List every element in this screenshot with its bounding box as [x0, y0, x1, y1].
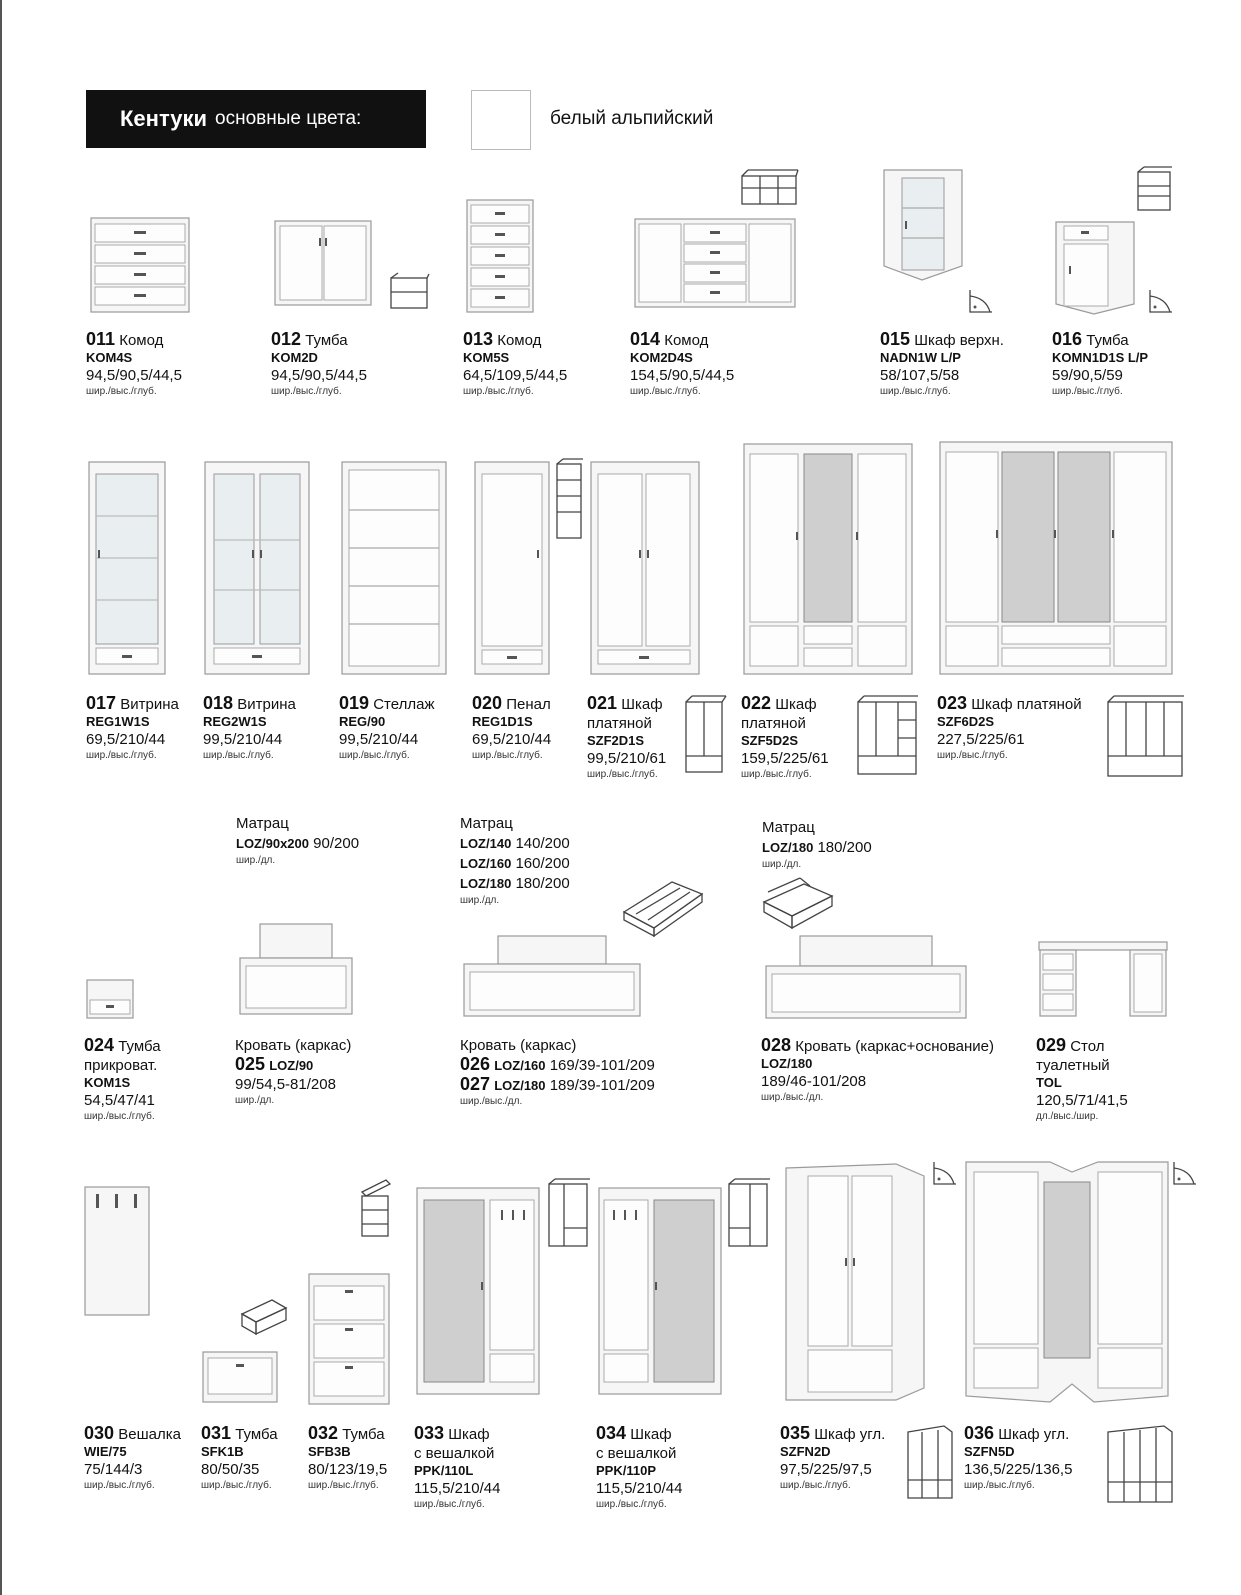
dresser-011-image [90, 216, 190, 316]
wardrobe-022-schematic [854, 694, 920, 778]
bed-frame-schematic-icon [620, 872, 706, 942]
product-016: 016 Тумба KOMN1D1S L/P 59/90,5/59 шир./выс./глуб. [1052, 329, 1149, 397]
product-028: 028 Кровать (каркас+основание) LOZ/180 189/46-101/208 шир./выс./дл. [761, 1035, 994, 1103]
corner-cabinet-016-schematic [1134, 166, 1174, 214]
corner-cabinet-016-image [1054, 218, 1138, 316]
corner-symbol-icon [932, 1160, 958, 1188]
product-018: 018 Витрина REG2W1S 99,5/210/44 шир./выс./глуб. [203, 693, 296, 761]
corner-wardrobe-036-image [964, 1158, 1172, 1408]
product-012: 012 Тумба KOM2D 94,5/90,5/44,5 шир./выс./глуб. [271, 329, 367, 397]
hall-cabinet-034-schematic [726, 1178, 772, 1250]
wardrobe-023-schematic [1104, 694, 1186, 780]
color-swatch-white [471, 90, 531, 150]
product-026-027: Кровать (каркас) 026 LOZ/160 169/39-101/209 027 LOZ/180 189/39-101/209 шир./выс./дл. [460, 1037, 655, 1107]
dressing-table-029-image [1038, 940, 1170, 1020]
shoe-cabinet-032-schematic [358, 1178, 394, 1240]
product-031: 031 Тумба SFK1B 80/50/35 шир./выс./глуб. [201, 1423, 278, 1491]
shoe-cabinet-031-schematic [238, 1296, 290, 1338]
shoe-cabinet-032-image [308, 1272, 392, 1408]
cabinet-012-schematic [390, 272, 430, 312]
bed-026-027-image [462, 934, 642, 1020]
corner-symbol-icon [968, 288, 994, 316]
bed-028-image [764, 934, 968, 1022]
wardrobe-023-image [938, 440, 1174, 678]
bed-lift-schematic-icon [760, 872, 836, 934]
product-035: 035 Шкаф угл. SZFN2D 97,5/225/97,5 шир./выс./глуб. [780, 1423, 886, 1491]
product-013: 013 Комод KOM5S 64,5/109,5/44,5 шир./выс./глуб. [463, 329, 568, 397]
shelving-019-image [341, 460, 449, 678]
page-left-border [0, 0, 2, 1595]
mattress-info-90: Матрац LOZ/90x200 90/200 шир./дл. [236, 815, 360, 866]
vitrine-017-image [88, 460, 168, 678]
hall-cabinet-033-schematic [546, 1178, 592, 1250]
colors-subtitle: основные цвета: [215, 108, 362, 129]
hall-cabinet-033-image [416, 1186, 542, 1398]
shoe-cabinet-031-image [202, 1350, 280, 1406]
product-029: 029 Стол туалетный TOL 120,5/71/41,5 дл./выс./шир. [1036, 1035, 1128, 1122]
product-036: 036 Шкаф угл. SZFN5D 136,5/225/136,5 шир./выс./глуб. [964, 1423, 1073, 1491]
corner-wardrobe-035-image [784, 1162, 928, 1406]
brand-title: Кентуки [120, 106, 208, 131]
tall-cabinet-020-image [474, 460, 552, 678]
wardrobe-021-schematic [682, 694, 728, 776]
hanger-030-image [84, 1186, 152, 1318]
tall-cabinet-020-schematic [554, 458, 586, 542]
product-015: 015 Шкаф верхн. NADN1W L/P 58/107,5/58 шир./выс./глуб. [880, 329, 1004, 397]
product-017: 017 Витрина REG1W1S 69,5/210/44 шир./выс./глуб. [86, 693, 179, 761]
nightstand-024-image [86, 978, 136, 1022]
collection-banner [86, 90, 426, 148]
hall-cabinet-034-image [598, 1186, 724, 1398]
product-022: 022 Шкаф платяной SZF5D2S 159,5/225/61 шир./выс./глуб. [741, 693, 829, 780]
product-025: Кровать (каркас) 025 LOZ/90 99/54,5-81/208 шир./дл. [235, 1037, 352, 1106]
corner-wardrobe-035-schematic [904, 1424, 956, 1502]
product-023: 023 Шкаф платяной SZF6D2S 227,5/225/61 шир./выс./глуб. [937, 693, 1082, 761]
vitrine-018-image [204, 460, 312, 678]
color-name: белый альпийский [550, 108, 714, 129]
corner-wardrobe-036-schematic [1104, 1424, 1176, 1506]
dresser-014-image [634, 218, 798, 312]
wardrobe-021-image [590, 460, 702, 678]
product-021: 021 Шкаф платяной SZF2D1S 99,5/210/61 шир./выс./глуб. [587, 693, 667, 780]
product-019: 019 Стеллаж REG/90 99,5/210/44 шир./выс./глуб. [339, 693, 435, 761]
mattress-info-180: Матрац LOZ/180 180/200 шир./дл. [762, 819, 872, 870]
product-034: 034 Шкаф с вешалкой PPK/110P 115,5/210/44 шир./выс./глуб. [596, 1423, 683, 1510]
bed-025-image [238, 922, 354, 1018]
corner-symbol-icon [1172, 1160, 1198, 1188]
cabinet-012-image [274, 220, 374, 310]
dresser-013-image [466, 198, 536, 316]
mattress-info-140-180: Матрац LOZ/140 140/200 LOZ/160 160/200 LOZ/180 180/200 шир./дл. [460, 815, 570, 906]
product-030: 030 Вешалка WIE/75 75/144/3 шир./выс./глуб. [84, 1423, 181, 1491]
wall-cabinet-015-image [882, 166, 966, 284]
wardrobe-022-image [742, 442, 914, 678]
corner-symbol-icon [1148, 288, 1174, 316]
product-011: 011 Комод KOM4S 94,5/90,5/44,5 шир./выс./глуб. [86, 329, 182, 397]
product-024: 024 Тумба прикроват. KOM1S 54,5/47/41 шир./выс./глуб. [84, 1035, 161, 1122]
product-032: 032 Тумба SFB3B 80/123/19,5 шир./выс./глуб. [308, 1423, 388, 1491]
product-014: 014 Комод KOM2D4S 154,5/90,5/44,5 шир./выс./глуб. [630, 329, 735, 397]
product-020: 020 Пенал REG1D1S 69,5/210/44 шир./выс./глуб. [472, 693, 552, 761]
product-033: 033 Шкаф с вешалкой PPK/110L 115,5/210/44 шир./выс./глуб. [414, 1423, 501, 1510]
dresser-014-schematic [740, 168, 800, 208]
